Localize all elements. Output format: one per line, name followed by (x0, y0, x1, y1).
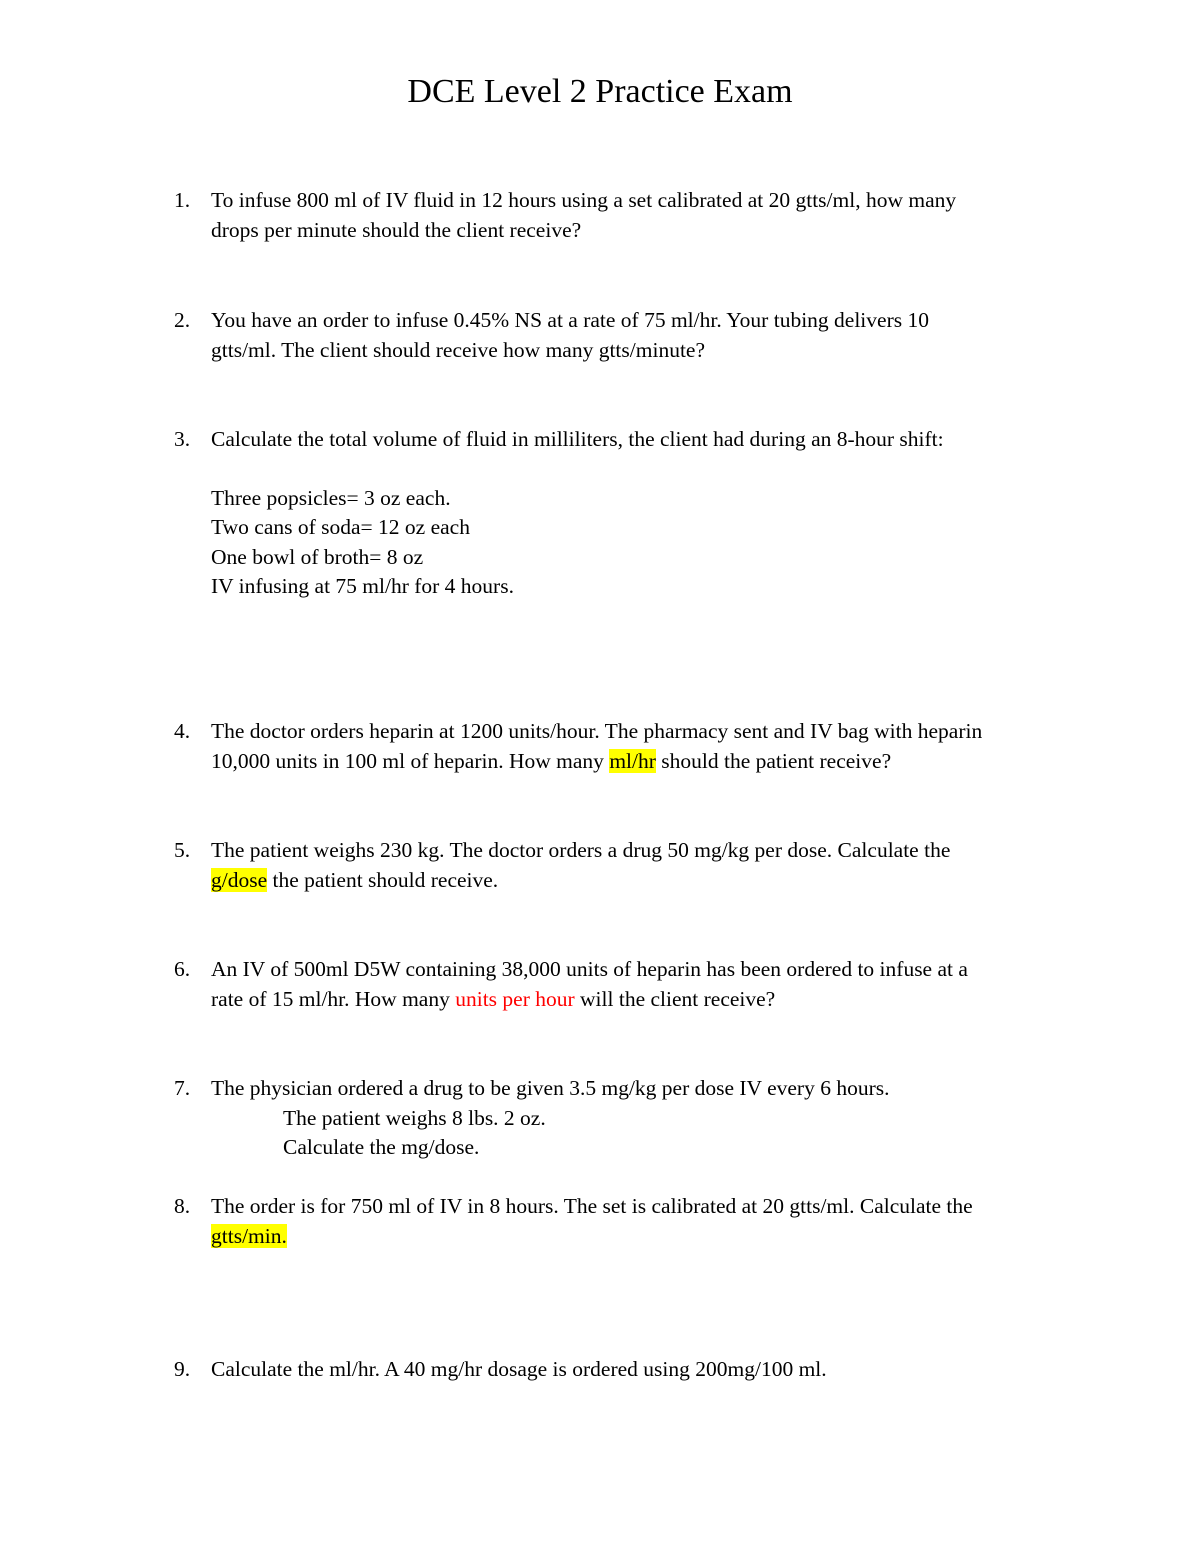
question-7 (174, 1074, 1094, 1163)
question-number: 8. (174, 1194, 191, 1218)
question-8 (174, 1192, 1094, 1251)
text-segment: the patient should receive. (267, 867, 499, 892)
question-line: Calculate the ml/hr. A 40 mg/hr dosage is ordered using 200mg/100 ml. (211, 1357, 827, 1381)
question-2 (174, 306, 1094, 365)
fluid-item: Two cans of soda= 12 oz each (211, 515, 470, 539)
question-number: 2. (174, 308, 191, 332)
question-number: 9. (174, 1357, 191, 1381)
question-line (211, 866, 1094, 896)
question-line (211, 747, 1094, 777)
question-5 (174, 836, 1094, 895)
red-term: units per hour (455, 986, 575, 1011)
question-line: The patient weighs 230 kg. The doctor orders a drug 50 mg/kg per dose. Calculate the (211, 838, 951, 862)
page-title: DCE Level 2 Practice Exam (407, 73, 793, 110)
question-number: 1. (174, 188, 191, 212)
highlighted-term: gtts/min. (211, 1223, 287, 1248)
text-segment: 10,000 units in 100 ml of heparin. How many (211, 748, 610, 773)
question-text (211, 425, 1094, 602)
question-text (211, 836, 1094, 895)
question-text (211, 1192, 1094, 1251)
question-line: To infuse 800 ml of IV fluid in 12 hours using a set calibrated at 20 gtts/ml, how many (211, 188, 957, 212)
highlighted-term: ml/hr (609, 748, 656, 773)
question-4 (174, 717, 1094, 776)
fluid-item: IV infusing at 75 ml/hr for 4 hours. (211, 574, 514, 598)
question-line (211, 1222, 1094, 1252)
question-number: 6. (174, 957, 191, 981)
question-6 (174, 955, 1094, 1014)
fluid-item: One bowl of broth= 8 oz (211, 544, 424, 569)
question-text (211, 955, 1094, 1014)
question-line: The order is for 750 ml of IV in 8 hours. The set is calibrated at 20 gtts/ml. Calculate the (211, 1194, 973, 1218)
question-text (211, 186, 1094, 245)
highlighted-term: g/dose (211, 867, 268, 892)
question-9 (174, 1355, 1094, 1385)
question-subline: The patient weighs 8 lbs. 2 oz. (283, 1105, 546, 1130)
fluid-item: Three popsicles= 3 oz each. (211, 485, 451, 510)
question-line: drops per minute should the client receive? (211, 217, 582, 242)
question-line: gtts/ml. The client should receive how many gtts/minute? (211, 337, 706, 362)
question-number: 7. (174, 1076, 191, 1100)
question-text (211, 1355, 1094, 1385)
text-segment: should the patient receive? (655, 748, 892, 773)
question-3 (174, 425, 1094, 602)
question-text (211, 1074, 1094, 1163)
question-line: You have an order to infuse 0.45% NS at a rate of 75 ml/hr. Your tubing delivers 10 (211, 308, 929, 332)
question-line: Calculate the total volume of fluid in milliliters, the client had during an 8-hour shift: (211, 427, 944, 451)
question-line: The doctor orders heparin at 1200 units/hour. The pharmacy sent and IV bag with heparin (211, 719, 983, 743)
text-segment: rate of 15 ml/hr. How many (211, 986, 456, 1011)
text-segment: will the client receive? (574, 986, 776, 1011)
question-number: 5. (174, 838, 191, 862)
question-line (211, 985, 1094, 1015)
question-number: 3. (174, 427, 191, 451)
question-subline: Calculate the mg/dose. (283, 1135, 480, 1159)
question-number: 4. (174, 719, 191, 743)
question-text (211, 306, 1094, 365)
question-line: The physician ordered a drug to be given 3.5 mg/kg per dose IV every 6 hours. (211, 1076, 890, 1100)
question-1 (174, 186, 1094, 245)
question-text (211, 717, 1094, 776)
question-line: An IV of 500ml D5W containing 38,000 units of heparin has been ordered to infuse at a (211, 957, 968, 981)
